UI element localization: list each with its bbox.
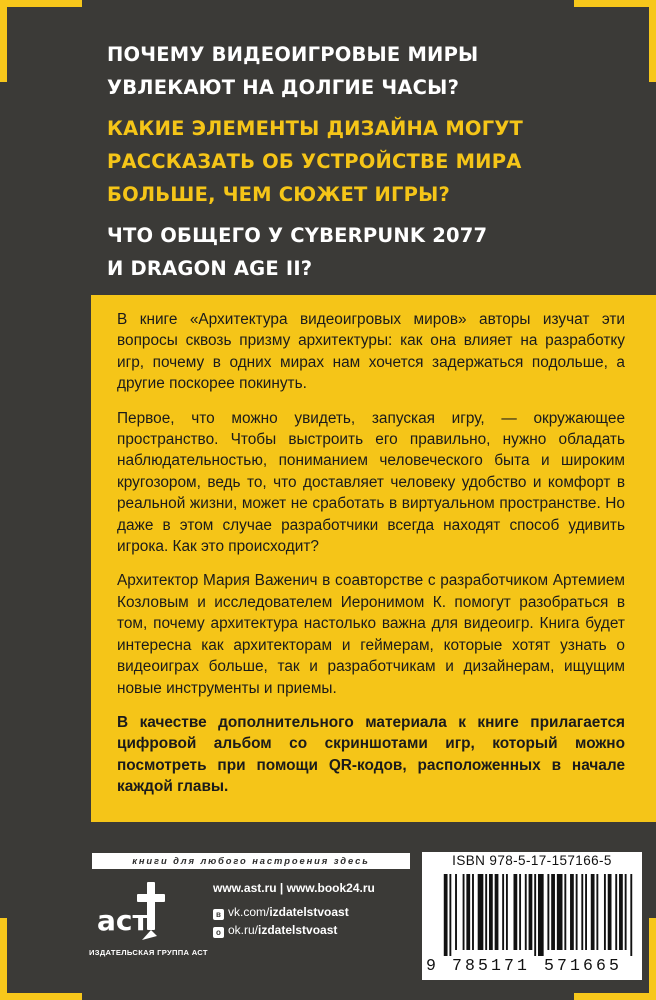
barcode-bar [591, 874, 595, 950]
corner-mark-top-right [574, 0, 656, 7]
barcode-block [422, 852, 642, 980]
barcode-bar [576, 874, 578, 950]
barcode-bar [596, 874, 598, 950]
headline-line: РАССКАЗАТЬ ОБ УСТРОЙСТВЕ МИРА [107, 150, 522, 173]
headline-line: КАКИЕ ЭЛЕМЕНТЫ ДИЗАЙНА МОГУТ [107, 117, 524, 140]
paragraph-bonus: В качестве дополнительного материала к книге прилагается цифровой альбом со скриншотами игр, который можно посмотреть при помощи QR-кодов, расположенных в начале каждой главы. [117, 713, 625, 796]
barcode-bar [514, 874, 518, 950]
barcode-digit: 5 [609, 956, 619, 975]
barcode-digit: 6 [583, 956, 593, 975]
barcode-bar [581, 874, 583, 950]
barcode-digits [422, 956, 642, 978]
barcode-bar [585, 874, 587, 950]
barcode-bar [529, 874, 533, 950]
paragraph-intro: В книге «Архитектура видеоигровых миров» авторы изучат эти вопросы сквозь призму архитектуры: как она влияет на разработку игр, почему в одних мирах нам хочется задержаться подольше, а другие поскорее покинуть. [117, 311, 625, 393]
barcode-bar [564, 874, 566, 950]
barcode-bar [466, 874, 470, 950]
barcode-bar [472, 874, 474, 950]
barcode-bar [455, 874, 457, 950]
barcode-bar [525, 874, 527, 950]
vk-prefix: vk.com/ [228, 905, 270, 919]
corner-mark-bottom-left [0, 993, 82, 1000]
headline-line: БОЛЬШЕ, ЧЕМ СЮЖЕТ ИГРЫ? [107, 183, 451, 206]
ast-logo [94, 880, 172, 942]
ok-prefix: ok.ru/ [228, 923, 259, 937]
barcode-bar [625, 874, 627, 950]
logo-lettering: аст [97, 904, 149, 937]
barcode-digit: 9 [426, 956, 436, 975]
barcode-bar [551, 874, 555, 950]
barcode-bars [440, 874, 636, 956]
barcode-bar [619, 874, 623, 950]
tagline-banner: книги для любого настроения здесь [92, 853, 410, 869]
barcode-digit: 5 [478, 956, 488, 975]
barcode-bar [630, 874, 632, 956]
publisher-name: ИЗДАТЕЛЬСКАЯ ГРУППА АСТ [89, 948, 208, 957]
headline-line: ПОЧЕМУ ВИДЕОИГРОВЫЕ МИРЫ [107, 43, 479, 66]
paragraph-authors: Архитектор Мария Важенич в соавторстве с разработчиком Артемием Козловым и исследователем Иеронимом К. помогут разобраться в том, почему архитектура настолько важна для видеоигр. Книга будет интересна как архитекторам и геймерам, которые хотят узнать о видеоиграх больше, так и разработчикам и дизайнерам, ищущим новые инструменты и приемы. [117, 572, 625, 697]
barcode-bar [489, 874, 493, 950]
barcode-digit: 7 [504, 956, 514, 975]
barcode-bar [485, 874, 487, 950]
barcode-bar [478, 874, 484, 950]
barcode-bar [463, 874, 465, 950]
barcode-bar [534, 874, 536, 956]
corner-mark-top-left [0, 0, 82, 7]
barcode-digit: 7 [452, 956, 462, 975]
vk-icon: в [213, 909, 224, 920]
barcode-bar [495, 874, 499, 950]
barcode-bar [506, 874, 508, 950]
headline-line: ЧТО ОБЩЕГО У CYBERPUNK 2077 [107, 224, 488, 247]
barcode-bar [570, 874, 574, 950]
barcode-digit: 1 [491, 956, 501, 975]
corner-mark-top-left [0, 0, 7, 82]
barcode-digit: 7 [557, 956, 567, 975]
ok-handle: izdatelstvoast [258, 923, 338, 937]
isbn-label: ISBN 978-5-17-157166-5 [452, 853, 612, 868]
description-text [117, 309, 625, 811]
ok-link[interactable] [213, 923, 337, 938]
headline-line: И DRAGON AGE II? [107, 257, 313, 280]
barcode-digit: 8 [465, 956, 475, 975]
barcode-digit: 1 [517, 956, 527, 975]
headline-questions [107, 38, 627, 285]
barcode-bar [449, 874, 451, 956]
ok-icon: о [213, 927, 224, 938]
corner-mark-bottom-left [0, 918, 7, 1000]
barcode-digit: 6 [596, 956, 606, 975]
description-panel [91, 295, 656, 822]
barcode-digit: 1 [570, 956, 580, 975]
vk-handle: izdatelstvoast [269, 905, 349, 919]
barcode-bar [615, 874, 617, 950]
corner-mark-bottom-right [649, 918, 656, 1000]
barcode-bar [608, 874, 612, 950]
barcode-digit: 5 [544, 956, 554, 975]
barcode-bar [502, 874, 504, 950]
website-links[interactable]: www.ast.ru | www.book24.ru [213, 881, 375, 895]
barcode-bar [538, 874, 544, 956]
paragraph-space: Первое, что можно увидеть, запуская игру, — окружающее пространство. Чтобы выстроить его правильно, нужно обладать наблюдательностью, пониманием человеческого быта и широким кругозором, ведь то, что доставляет человеку удобство и комфорт в реальной жизни, может не сработать в виртуальном пространстве. Но даже в этом случае разработчики всегда находят способ удивить игрока. Как это происходит? [117, 409, 625, 556]
headline-line: УВЛЕКАЮТ НА ДОЛГИЕ ЧАСЫ? [107, 76, 460, 99]
barcode-bar [547, 874, 549, 950]
barcode-bar [557, 874, 563, 950]
corner-mark-top-right [649, 0, 656, 82]
barcode-bar [444, 874, 448, 956]
vk-link[interactable] [213, 905, 349, 920]
barcode-bar [519, 874, 521, 950]
barcode-bar [604, 874, 606, 950]
corner-mark-bottom-right [574, 993, 656, 1000]
